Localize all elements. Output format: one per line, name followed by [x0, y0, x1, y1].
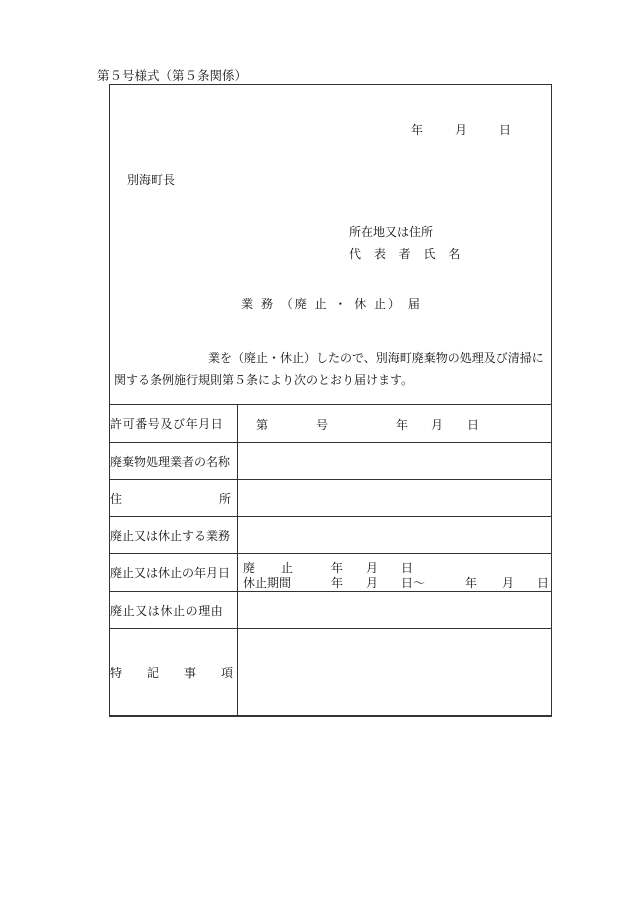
body-text: 業を（廃止・休止）したので、別海町廃棄物の処理及び清掃に関する条例施行規則第５条により次のとおり届けます。 — [114, 351, 544, 387]
suspend-start-year-label: 年 — [331, 576, 344, 590]
abolish-char-2: 止 — [281, 561, 294, 575]
abolish-char-1: 廃 — [243, 561, 256, 575]
table-row — [110, 443, 552, 480]
notes-char-2: 記 — [146, 666, 159, 680]
detail-table — [109, 404, 552, 717]
suspend-start-day-label: 日～ — [401, 576, 426, 590]
suspend-end-year-label: 年 — [465, 576, 478, 590]
address-row-label — [110, 480, 238, 517]
address-label-left: 住 — [110, 491, 123, 506]
abolish-year-label: 年 — [331, 561, 344, 575]
operator-name-value — [238, 443, 552, 480]
table-row — [110, 592, 552, 629]
address-label-right: 所 — [218, 491, 231, 506]
representative-name-label: 代 表 者 氏 名 — [349, 247, 465, 261]
table-row — [110, 405, 552, 443]
form-number-label: 第５号様式（第５条関係） — [97, 68, 248, 83]
permit-day-label: 日 — [467, 418, 480, 432]
day-label: 日 — [499, 123, 512, 137]
operator-name-label: 廃棄物処理業者の名称 — [110, 443, 238, 480]
abolish-day-label: 日 — [401, 561, 414, 575]
business-label: 廃止又は休止する業務 — [110, 517, 238, 554]
document-title: 業 務 （廃 止 ・ 休 止） 届 — [241, 297, 422, 311]
reason-label: 廃止又は休止の理由 — [110, 592, 238, 629]
notes-label — [110, 629, 238, 717]
table-row — [110, 629, 552, 717]
notes-char-3: 事 — [183, 666, 196, 680]
address-label: 所在地又は住所 — [349, 225, 434, 239]
year-label: 年 — [411, 123, 424, 137]
permit-year-label: 年 — [396, 418, 409, 432]
suspend-period-label: 休止期間 — [243, 576, 292, 590]
table-row — [110, 517, 552, 554]
table-row — [110, 554, 552, 592]
notes-char-1: 特 — [110, 666, 123, 680]
dates-value — [238, 554, 552, 592]
permit-value — [238, 405, 552, 443]
business-value — [238, 517, 552, 554]
permit-month-label: 月 — [431, 418, 444, 432]
abolish-month-label: 月 — [366, 561, 379, 575]
table-row — [110, 480, 552, 517]
body-paragraph — [114, 347, 546, 391]
dates-label: 廃止又は休止の年月日 — [110, 554, 238, 592]
address-value — [238, 480, 552, 517]
recipient: 別海町長 — [127, 173, 176, 187]
reason-value — [238, 592, 552, 629]
go-label: 号 — [316, 418, 329, 432]
suspend-end-day-label: 日 — [537, 576, 550, 590]
dai-label: 第 — [256, 418, 269, 432]
notification-form — [109, 84, 552, 716]
permit-label: 許可番号及び年月日 — [110, 405, 238, 443]
notes-value — [238, 629, 552, 717]
suspend-end-month-label: 月 — [502, 576, 515, 590]
month-label: 月 — [455, 123, 468, 137]
notes-char-4: 項 — [220, 666, 233, 680]
suspend-start-month-label: 月 — [366, 576, 379, 590]
